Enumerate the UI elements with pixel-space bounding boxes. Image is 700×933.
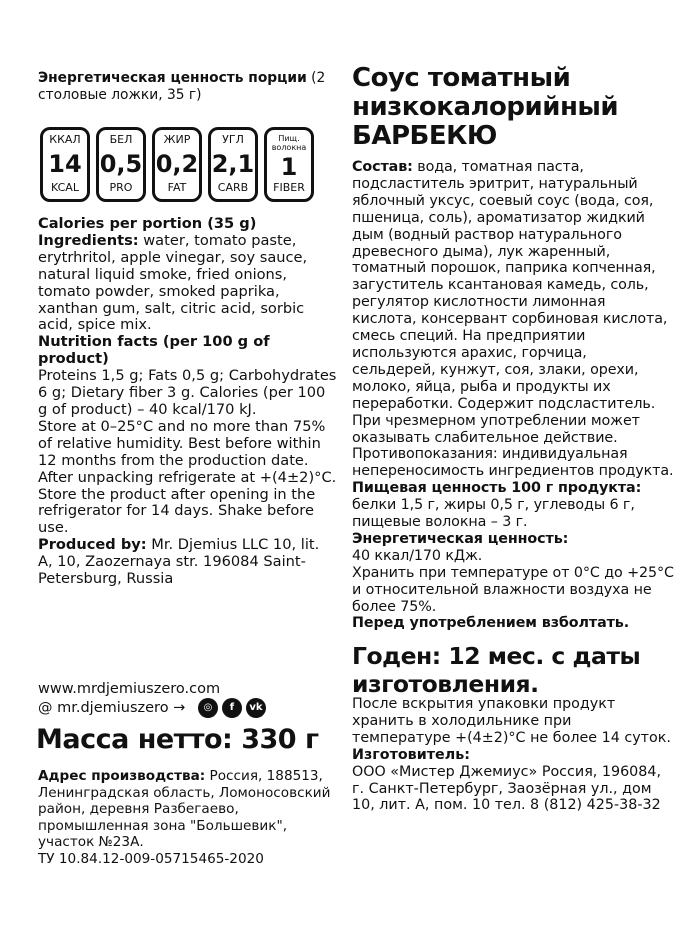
manufacturer-label: Изготовитель: [352,746,470,763]
cell-label: ЖИР [163,133,191,146]
contact-links [38,680,348,718]
cell-value: 2,1 [211,150,255,178]
nutrition-heading: Nutrition facts (per 100 g of product) [38,333,270,368]
product-title: Соус томатный низкокалорийный БАРБЕКЮ [352,63,619,151]
composition-label: Состав: [352,159,413,175]
cell-value: 14 [48,150,82,178]
russian-after-open [352,696,674,814]
website-link[interactable]: www.mrdjemiuszero.com [38,681,221,697]
russian-label-text [352,159,674,632]
cell-value: 0,2 [155,150,199,178]
cell-label: УГЛ [222,133,244,146]
shelf-life: Годен: 12 мес. с даты изготовления. [352,642,641,698]
nutrition-cell-protein [96,127,146,202]
portion-energy-rest: (2 столовые ложки, 35 г) [38,70,326,103]
food-value-paragraph [352,480,674,531]
storage-text: Store at 0–25°C and no more than 75% of relative humidity. Best before within 12 months from the production date. After unpacking refrigerate at +(4±2)°C. Store the product after opening in the refrigerator for 14 days. Shake before use. [38,417,337,537]
cell-unit: FAT [167,181,187,194]
nutrition-text: Proteins 1,5 g; Fats 0,5 g; Carbohydrates 6 g; Dietary fiber 3 g. Calories (per 100 g of product) – 40 kcal/170 kJ. [38,367,337,418]
address-text: Россия, 188513, Ленинградская область, Ломоносовский район, деревня Разбегаево, промышленная зона "Большевик", участок №23А. [38,768,331,850]
ingredients-label: Ingredients: [38,231,139,249]
cell-value: 0,5 [99,150,143,178]
producer-paragraph [38,537,338,588]
ingredients-text: water, tomato paste, erytrhritol, apple vinegar, soy sauce, natural liquid smoke, fried onions, tomato powder, smoked paprika, xanthan gum, salt, citric acid, sorbic acid, spice mix. [38,231,308,334]
cell-unit: PRO [109,181,133,194]
ingredients-paragraph [38,233,338,334]
instagram-handle[interactable]: @ mr.djemiuszero → [38,700,186,716]
vk-icon[interactable]: vk [246,698,266,718]
address-label: Адрес производства: [38,768,206,784]
english-label-text [38,216,338,588]
storage-text-ru: Хранить при температуре от 0°С до +25°С и относительной влажности воздуха не более 75%. [352,564,674,615]
nutrition-boxes [40,127,314,202]
address-paragraph [38,768,338,851]
cell-unit: KCAL [51,181,79,194]
instagram-row [38,698,348,718]
calories-heading: Calories per portion (35 g) [38,215,257,232]
net-weight: Масса нетто: 330 г [36,724,319,755]
cell-value: 1 [280,153,298,181]
cell-label: ККАЛ [49,133,81,146]
facebook-icon[interactable]: f [222,698,242,718]
cell-label: Пищ. волокна [271,134,307,152]
portion-energy-title [38,70,343,104]
food-value-text: белки 1,5 г, жиры 0,5 г, углеводы 6 г, пищевые волокна – 3 г. [352,497,635,531]
cell-unit: CARB [217,181,249,194]
social-icons [198,698,266,718]
nutrition-cell-fiber [264,127,314,202]
after-open-text: После вскрытия упаковки продукт хранить в холодильнике при температуре +(4±2)°С не более 14 суток. [352,696,671,746]
portion-energy-bold: Энергетическая ценность порции [38,70,307,86]
nutrition-cell-kcal [40,127,90,202]
manufacturer-text: ООО «Мистер Джемиус» Россия, 196084, г. Санкт-Петербург, Заозёрная ул., дом 10, лит. А, пом. 10 тел. 8 (812) 425-38-32 [352,763,662,814]
nutrition-cell-fat [152,127,202,202]
energy-label: Энергетическая ценность: [352,530,569,547]
shake-text: Перед употреблением взболтать. [352,615,630,632]
production-address [38,768,338,867]
cell-unit: FIBER [273,181,305,194]
tu-code: ТУ 10.84.12-009-05715465-2020 [38,850,264,867]
produced-text: Mr. Djemius LLC 10, lit. A, 10, Zaozernaya str. 196084 Saint-Petersburg, Russia [38,536,320,588]
composition-text: вода, томатная паста, подсластитель эритрит, натуральный яблочный уксус, соевый соус (вода, соя, пшеница, соль), ароматизатор жидкий дым (водный раствор натурального древесного дыма), лук жаренный, томатный порошок, паприка копченная, загуститель ксантановая камедь, соль, регулятор кислотности лимонная кислота, консервант сорбиновая кислота, смесь специй. На предприятии используются арахис, горчица, сельдерей, кунжут, соя, злаки, орехи, молоко, яйца, рыба и продукты их переработки. Содержит подсластитель. При чрезмерном употреблении может оказывать слабительное действие. Противопоказания: индивидуальная непереносимость ингредиентов продукта. [352,159,674,480]
produced-label: Produced by: [38,536,147,554]
instagram-icon[interactable]: ◎ [198,698,218,718]
nutrition-cell-carb [208,127,258,202]
food-value-label: Пищевая ценность 100 г продукта: [352,480,642,497]
cell-label: БЕЛ [109,133,133,146]
composition-paragraph [352,159,674,480]
energy-text: 40 ккал/170 кДж. [352,547,483,564]
